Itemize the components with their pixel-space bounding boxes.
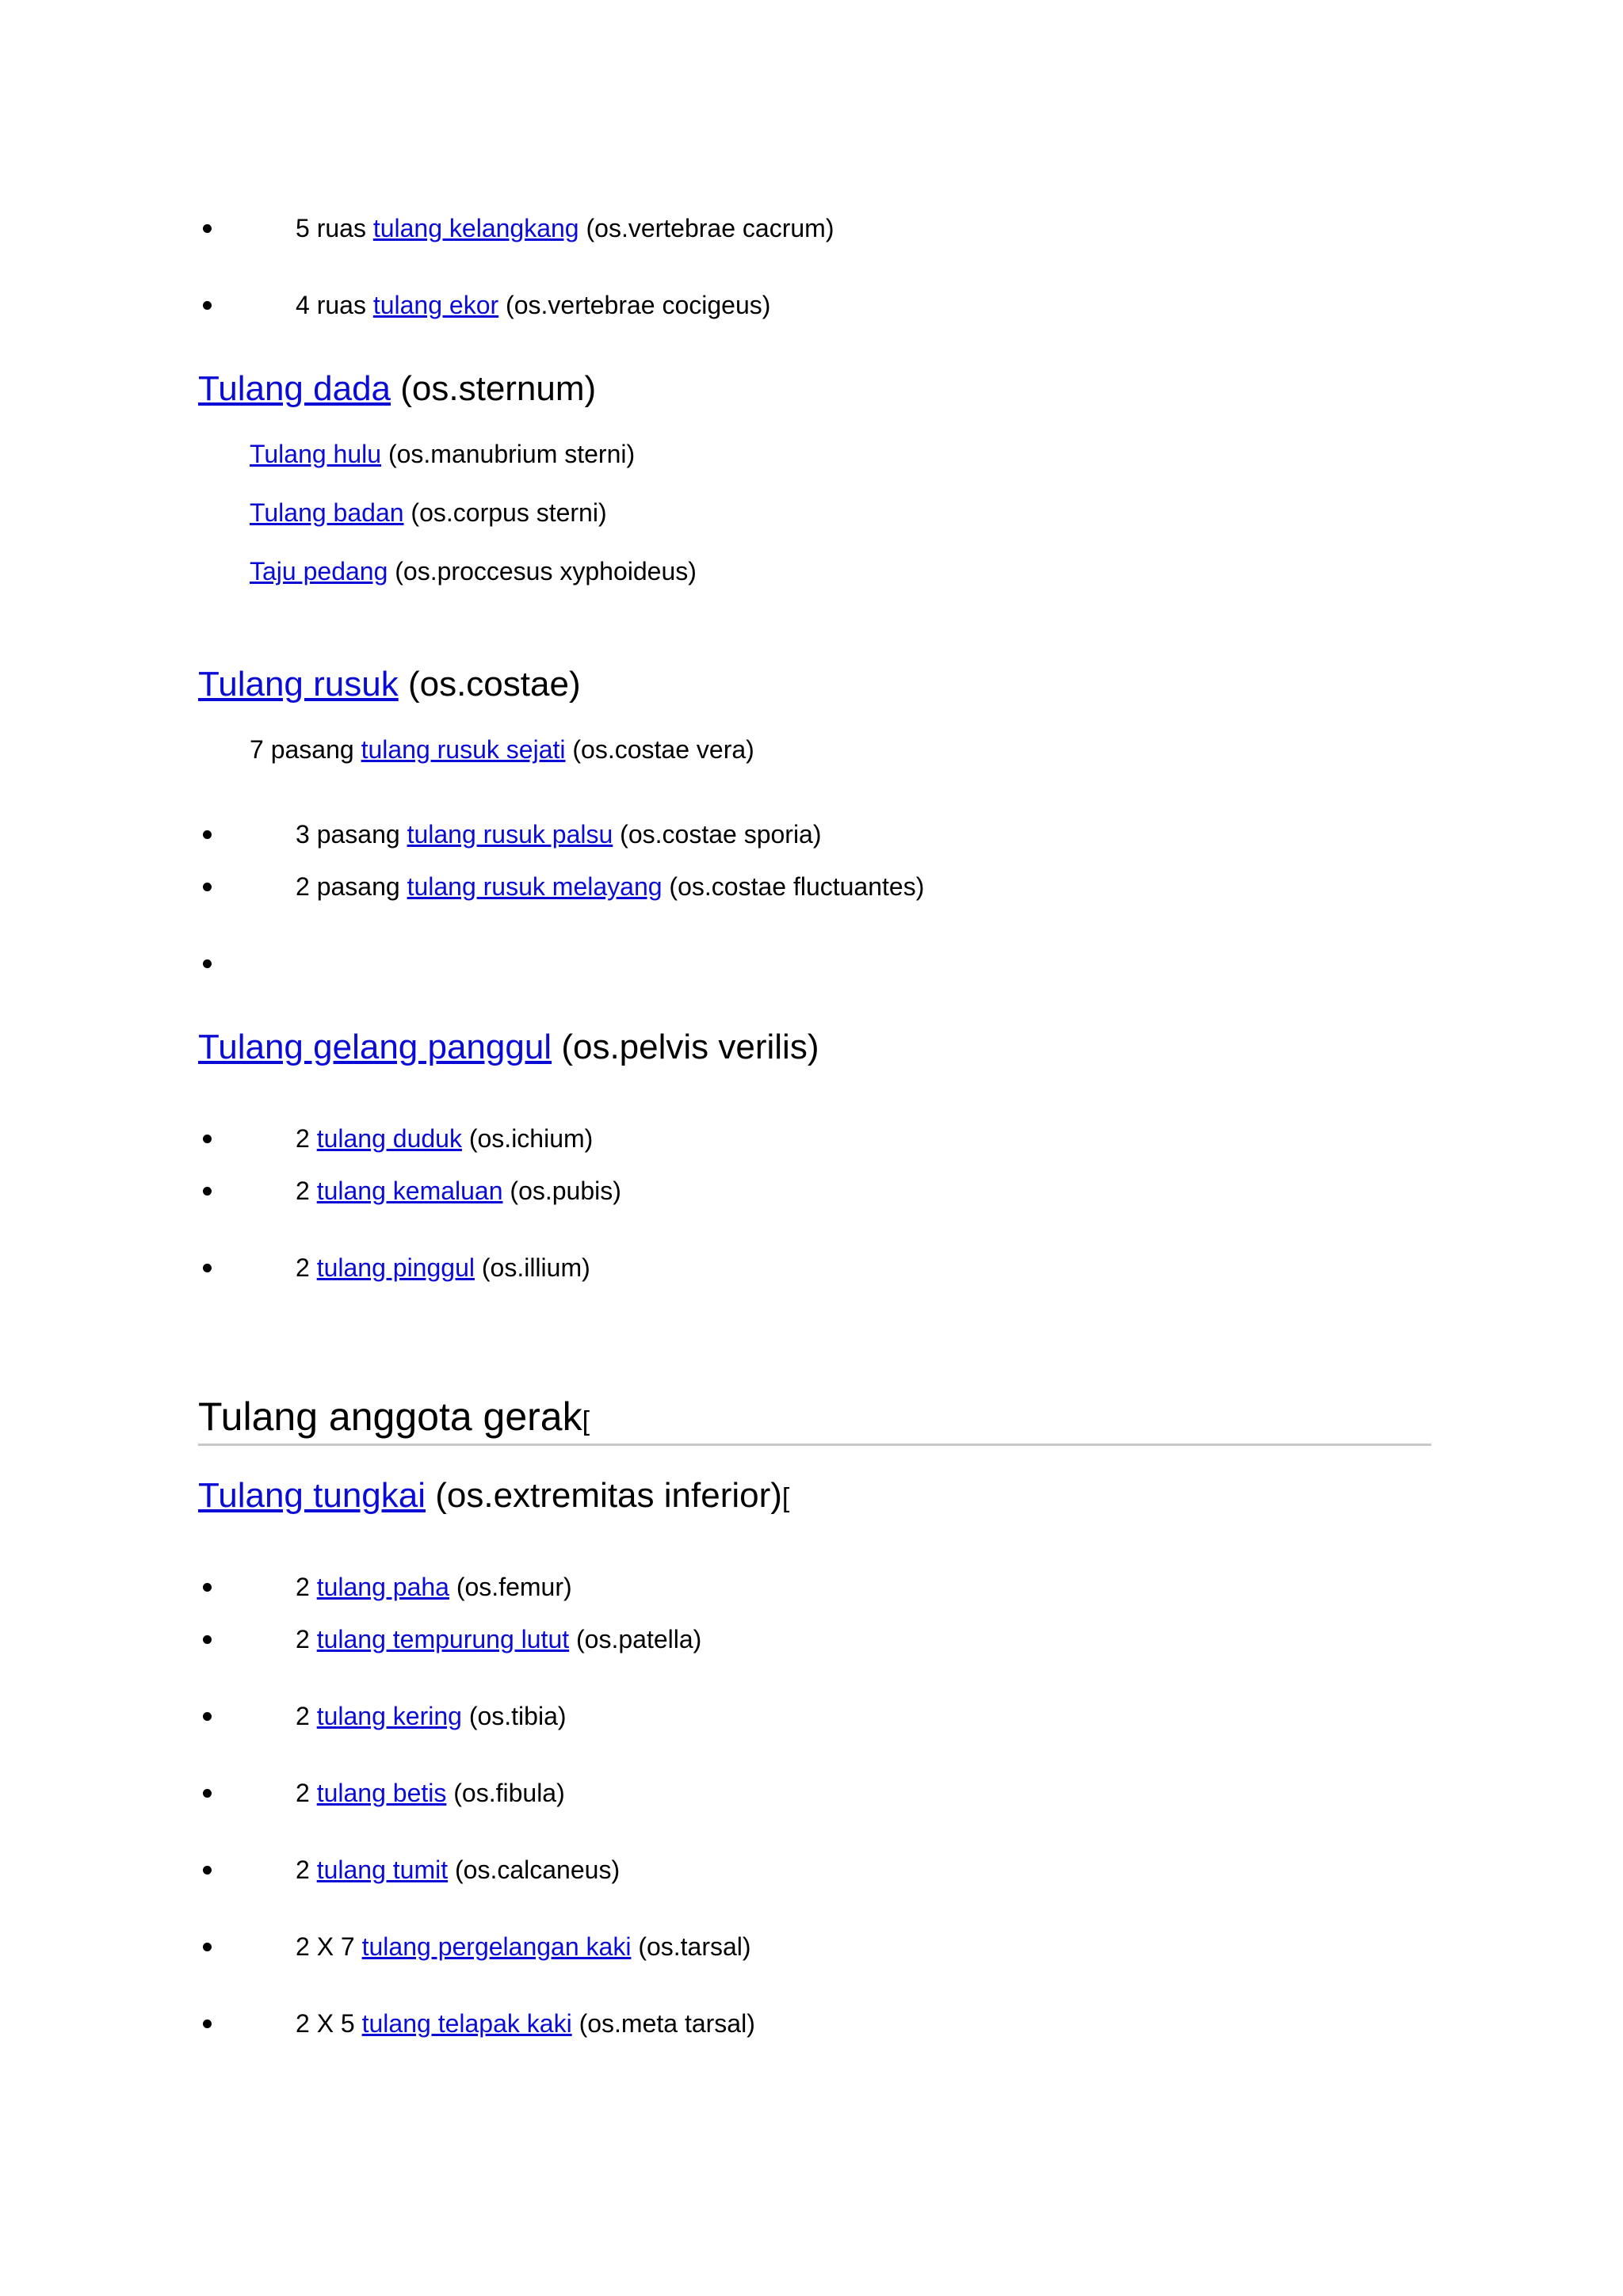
list-item: 2 X 7 tulang pergelangan kaki (os.tarsal) <box>296 1932 751 1961</box>
link-tulang-ekor[interactable]: tulang ekor <box>372 291 499 319</box>
link-tulang-betis[interactable]: tulang betis <box>316 1779 447 1807</box>
link-tulang-badan[interactable]: Tulang badan <box>250 498 404 527</box>
link-tulang-pergelangan-kaki[interactable]: tulang pergelangan kaki <box>361 1932 632 1961</box>
bullet <box>203 1943 212 1951</box>
list-item: 2 tulang tumit (os.calcaneus) <box>296 1855 621 1884</box>
list-item: 2 tulang duduk (os.ichium) <box>296 1124 594 1153</box>
link-tulang-hulu[interactable]: Tulang hulu <box>250 440 382 468</box>
bullet <box>203 1583 212 1592</box>
heading-costae: Tulang rusuk (os.costae) <box>198 665 581 704</box>
bullet <box>203 1712 212 1721</box>
list-item: 2 tulang betis (os.fibula) <box>296 1779 565 1807</box>
bullet <box>203 301 212 310</box>
link-tulang-tempurung-lutut[interactable]: tulang tempurung lutut <box>316 1625 570 1653</box>
list-item: Tulang hulu (os.manubrium sterni) <box>250 440 636 468</box>
link-tulang-rusuk-sejati[interactable]: tulang rusuk sejati <box>361 735 566 764</box>
heading-pelvis: Tulang gelang panggul (os.pelvis verilis) <box>198 1028 819 1066</box>
bullet <box>203 1789 212 1798</box>
list-item: 2 tulang tempurung lutut (os.patella) <box>296 1625 702 1653</box>
list-item: 2 pasang tulang rusuk melayang (os.costae fluctuantes) <box>296 872 925 901</box>
link-tulang-dada[interactable]: Tulang dada <box>198 369 391 408</box>
link-tulang-pinggul[interactable]: tulang pinggul <box>316 1253 475 1282</box>
bullet <box>203 883 212 891</box>
list-item: 2 tulang kering (os.tibia) <box>296 1702 567 1730</box>
list-item: Taju pedang (os.proccesus xyphoideus) <box>250 557 697 585</box>
list-item: 7 pasang tulang rusuk sejati (os.costae vera) <box>250 735 754 764</box>
list-item: 3 pasang tulang rusuk palsu (os.costae sporia) <box>296 820 822 849</box>
list-item: 2 X 5 tulang telapak kaki (os.meta tarsal) <box>296 2009 755 2038</box>
list-item: 2 tulang kemaluan (os.pubis) <box>296 1177 621 1205</box>
bullet <box>203 1635 212 1644</box>
bullet <box>203 2019 212 2028</box>
section-title: Tulang anggota gerak[ <box>198 1394 590 1439</box>
link-taju-pedang[interactable]: Taju pedang <box>250 557 388 585</box>
heading-tungkai: Tulang tungkai (os.extremitas inferior)[ <box>198 1476 790 1515</box>
bullet <box>203 959 212 968</box>
bullet <box>203 830 212 839</box>
bullet <box>203 1135 212 1143</box>
list-item: 2 tulang paha (os.femur) <box>296 1573 572 1601</box>
bullet <box>203 1264 212 1272</box>
list-item: 4 ruas tulang ekor (os.vertebrae cocigeus) <box>296 291 771 319</box>
bullet <box>203 1187 212 1196</box>
heading-sternum: Tulang dada (os.sternum) <box>198 369 597 408</box>
link-tulang-tumit[interactable]: tulang tumit <box>316 1855 449 1884</box>
link-tulang-gelang-panggul[interactable]: Tulang gelang panggul <box>198 1028 552 1066</box>
bullet <box>203 1866 212 1875</box>
link-tulang-kering[interactable]: tulang kering <box>316 1702 462 1730</box>
link-tulang-duduk[interactable]: tulang duduk <box>316 1124 462 1153</box>
link-tulang-tungkai[interactable]: Tulang tungkai <box>198 1476 426 1515</box>
link-tulang-kelangkang[interactable]: tulang kelangkang <box>372 214 579 242</box>
link-tulang-rusuk-palsu[interactable]: tulang rusuk palsu <box>407 820 613 849</box>
list-item: 2 tulang pinggul (os.illium) <box>296 1253 590 1282</box>
list-item: 5 ruas tulang kelangkang (os.vertebrae cacrum) <box>296 214 834 242</box>
bullet <box>203 224 212 233</box>
link-tulang-rusuk-melayang[interactable]: tulang rusuk melayang <box>407 872 663 901</box>
link-tulang-kemaluan[interactable]: tulang kemaluan <box>316 1177 503 1205</box>
link-tulang-rusuk[interactable]: Tulang rusuk <box>198 665 399 704</box>
section-divider <box>198 1444 1431 1446</box>
link-tulang-telapak-kaki[interactable]: tulang telapak kaki <box>361 2009 572 2038</box>
list-item: Tulang badan (os.corpus sterni) <box>250 498 607 527</box>
link-tulang-paha[interactable]: tulang paha <box>316 1573 449 1601</box>
